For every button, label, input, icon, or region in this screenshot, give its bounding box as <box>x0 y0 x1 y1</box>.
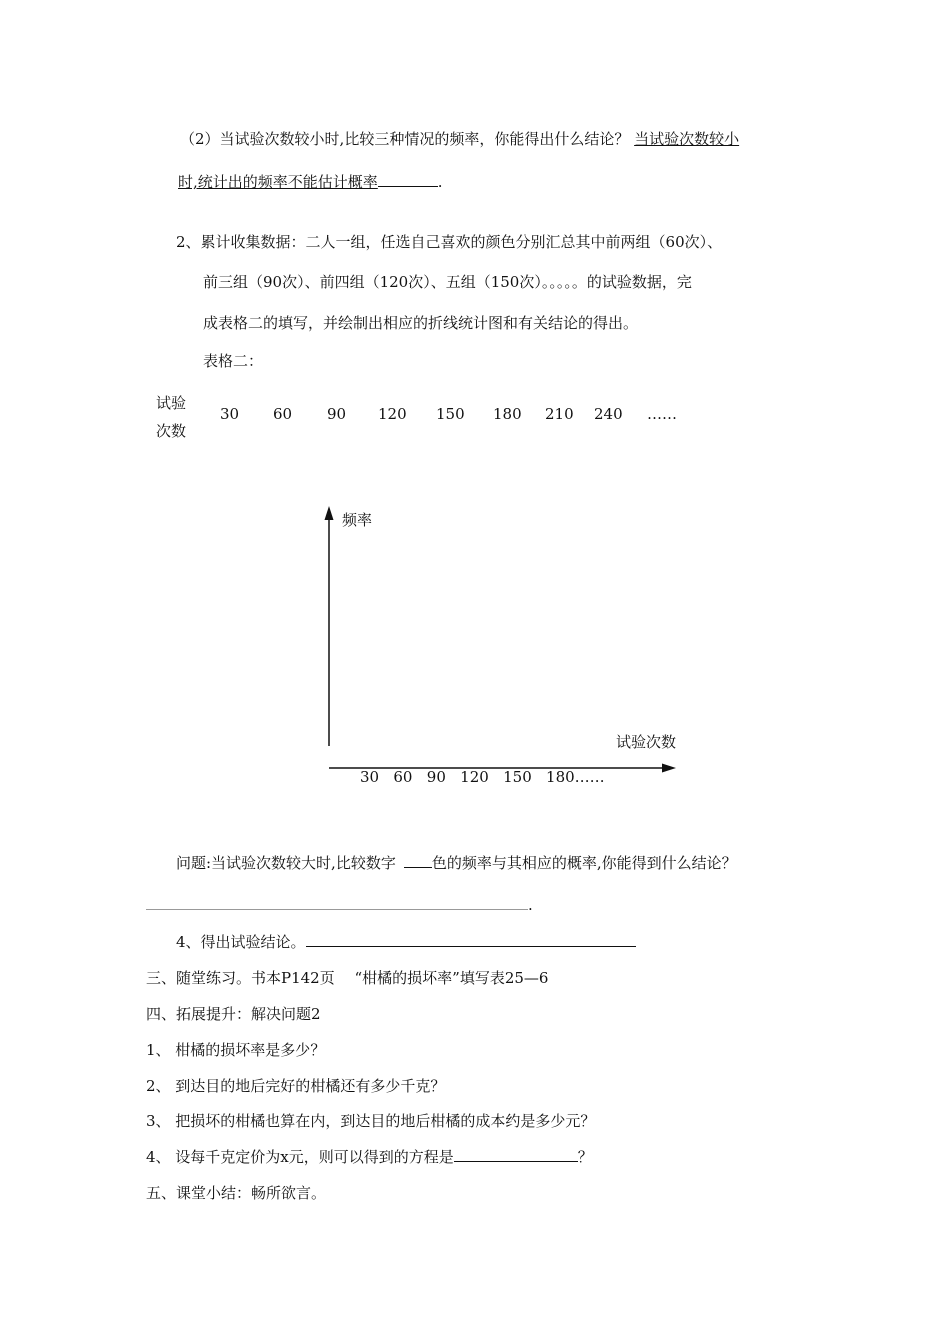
section4-item-4-end: ？ <box>577 1148 593 1166</box>
table-header-line2: 次数 <box>156 422 187 440</box>
section4-item-3: 3、 把损坏的柑橘也算在内，到达目的地后柑橘的成本约是多少元？ <box>146 1112 596 1130</box>
x-axis-arrow <box>662 764 676 773</box>
question-answer-line <box>146 893 533 914</box>
item2-line2: 前三组（90次）、前四组（120次）、五组（150次）。。。。。的试验数据，完 <box>203 273 692 291</box>
q2-answer-line1: 当试验次数较小 <box>634 130 740 148</box>
table-value-8: …… <box>647 405 677 423</box>
x-axis-label: 试验次数 <box>616 733 677 751</box>
table-value-0: 30 <box>220 405 240 423</box>
question-end: . <box>528 896 533 914</box>
table-value-2: 90 <box>327 405 347 423</box>
section4-item-1: 1、 柑橘的损坏率是多少？ <box>146 1041 326 1059</box>
section4-item-4-blank <box>454 1145 578 1162</box>
item4-line <box>176 930 636 952</box>
y-axis-label: 频率 <box>342 511 373 529</box>
section4-item-4: 4、 设每千克定价为x元，则可以得到的方程是 <box>146 1148 454 1166</box>
table-value-6: 210 <box>545 405 574 423</box>
q2-answer-line2: 时,统计出的频率不能估计概率 <box>178 173 378 191</box>
table-value-5: 180 <box>493 405 522 423</box>
section4-title: 四、拓展提升：解决问题2 <box>146 1005 321 1023</box>
question-answer-blank <box>146 893 528 910</box>
section5: 五、课堂小结：畅所欲言。 <box>146 1184 327 1202</box>
q2-end: . <box>437 173 443 191</box>
y-axis-arrow <box>325 506 334 520</box>
item2-line3: 成表格二的填写，并绘制出相应的折线统计图和有关结论的得出。 <box>203 314 639 332</box>
section3: 三、随堂练习。书本P142页 “柑橘的损坏率”填写表25—6 <box>146 969 549 987</box>
x-axis-ticks: 30 60 90 120 150 180…… <box>360 768 605 786</box>
question-prefix: 问题:当试验次数较大时,比较数字 <box>176 854 396 872</box>
item4-blank <box>306 930 636 947</box>
section4-item-4-line <box>146 1145 593 1167</box>
table-value-3: 120 <box>378 405 407 423</box>
q2-prefix: （2）当试验次数较小时,比较三种情况的频率，你能得出什么结论？ <box>180 130 630 148</box>
question-suffix: 色的频率与其相应的概率,你能得到什么结论？ <box>431 854 737 872</box>
table-value-7: 240 <box>594 405 623 423</box>
item4-text: 4、得出试验结论。 <box>176 933 306 951</box>
question-line <box>176 851 737 873</box>
table-title: 表格二： <box>203 352 264 370</box>
item2-line1: 2、累计收集数据：二人一组，任选自己喜欢的颜色分别汇总其中前两组（60次）、 <box>176 233 723 251</box>
question-blank <box>404 851 432 868</box>
section4-item-2: 2、 到达目的地后完好的柑橘还有多少千克？ <box>146 1077 446 1095</box>
table-value-1: 60 <box>273 405 293 423</box>
table-header-line1: 试验 <box>156 394 187 412</box>
table-value-4: 150 <box>436 405 465 423</box>
